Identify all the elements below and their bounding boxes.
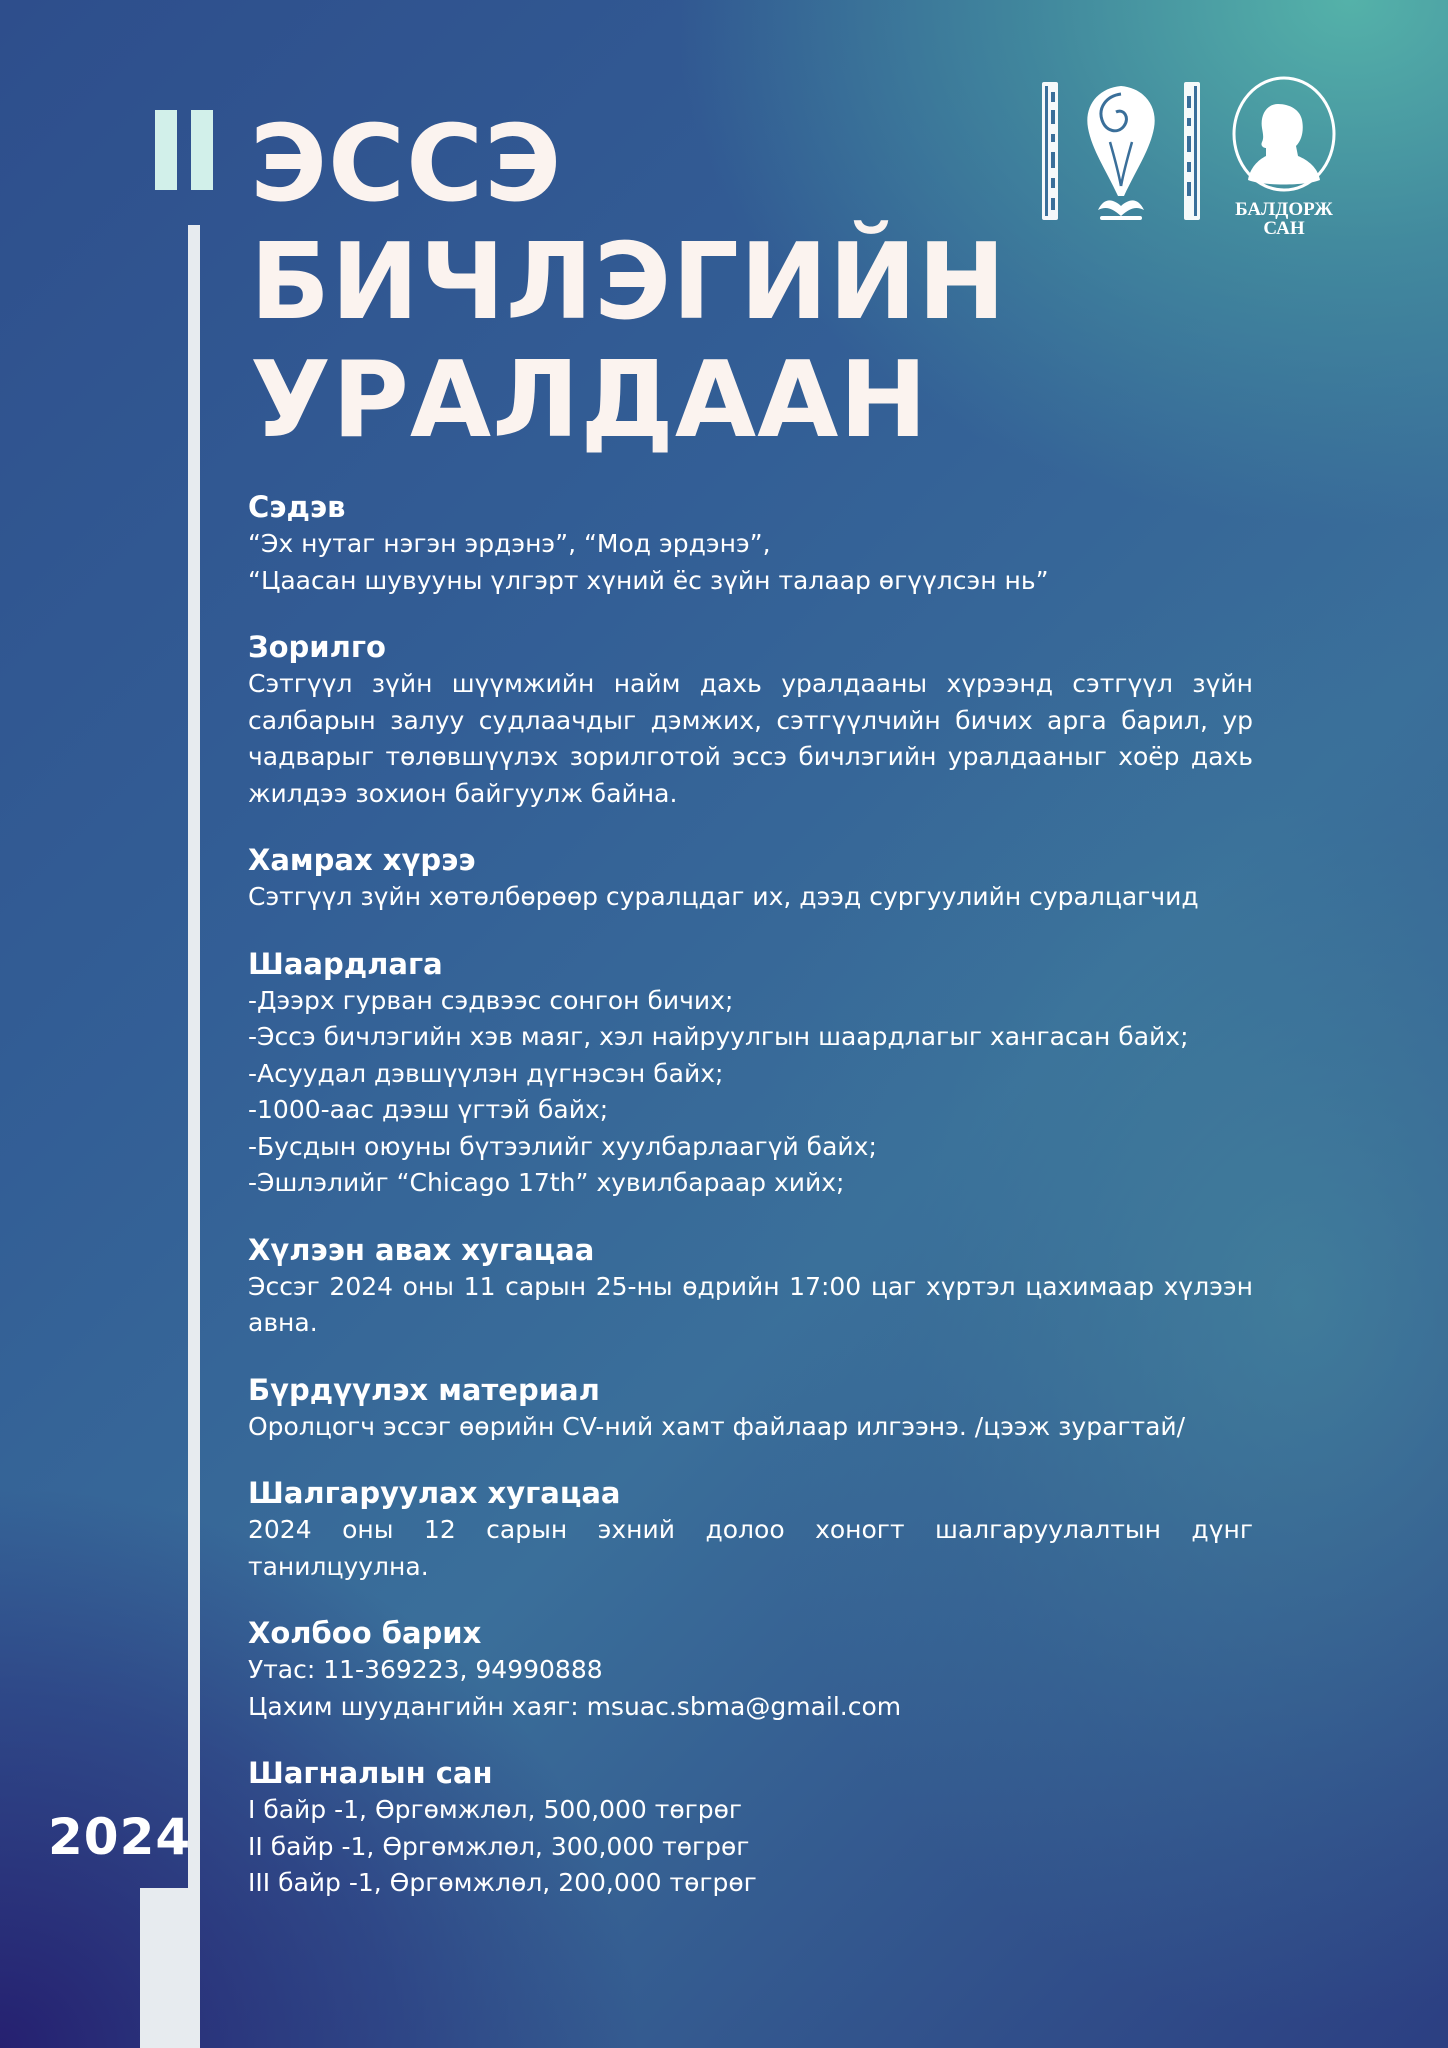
section-selection [248,1474,1253,1585]
vertical-divider-line [188,225,200,2048]
roman-numeral-two-mark [155,110,217,190]
requirement-item: -Эшлэлийг “Chicago 17th” хувилбараар хийх; [248,1168,845,1197]
section-heading: Шагналын сан [248,1756,493,1790]
prize-item: III байр -1, Өргөмжлөл, 200,000 төгрөг [248,1868,757,1897]
materials-text: Оролцогч эссэг өөрийн CV-ний хамт файлаар илгээнэ. /цээж зурагтай/ [248,1411,1186,1441]
section-requirements [248,945,1253,1202]
roman-stroke [191,110,213,190]
section-contact [248,1614,1253,1725]
section-heading: Зорилго [248,630,386,664]
topic-line: “Эх нутаг нэгэн эрдэнэ”, “Мод эрдэнэ”, [248,529,771,558]
section-prize [248,1754,1253,1902]
shell-emblem-icon [1040,78,1202,224]
requirement-item: -Асуудал дэвшүүлэн дүгнэсэн байх; [248,1058,724,1088]
section-heading: Шалгаруулах хугацаа [248,1476,621,1510]
requirement-item: -1000-аас дээш үгтэй байх; [248,1095,609,1124]
contact-phone: Утас: 11-369223, 94990888 [248,1655,603,1684]
prize-item: II байр -1, Өргөмжлөл, 300,000 төгрөг [248,1831,750,1861]
prize-item: I байр -1, Өргөмжлөл, 500,000 төгрөг [248,1795,743,1824]
poster-content [248,488,1253,1931]
year-label: 2024 [48,1808,192,1866]
section-scope [248,841,1253,916]
section-heading: Сэдэв [248,490,346,524]
section-materials [248,1371,1253,1446]
section-deadline [248,1231,1253,1342]
section-heading: Хамрах хүрээ [248,843,476,877]
section-topic [248,488,1253,599]
topic-line: “Цаасан шувууны үлгэрт хүний ёс зүйн талаар өгүүлсэн нь” [248,565,1049,595]
section-heading: Хүлээн авах хугацаа [248,1232,595,1267]
roman-stroke [155,110,177,190]
bottom-accent-block [140,1888,200,2048]
scope-text: Сэтгүүл зүйн хөтөлбөрөөр суралцдаг их, дээд сургуулийн суралцагчид [248,882,1199,911]
contact-email: Цахим шуудангийн хаяг: msuac.sbma@gmail.com [248,1691,902,1721]
logo-caption-line-2: САН [1263,218,1305,236]
selection-text: 2024 оны 12 сарын эхний долоо хоногт шалгаруулалтын дүнг танилцуулна. [248,1515,1253,1581]
title-line-3: УРАЛДААН [250,339,929,461]
requirement-item: -Бусдын оюуны бүтээлийг хуулбарлаагүй байх; [248,1131,877,1161]
goal-text: Сэтгүүл зүйн шүүмжийн найм дахь уралдааны хүрээнд сэтгүүл зүйн салбарын залуу судлаачдыг дэмжих, сэтгүүлчийн бичих арга барил, ур чадварыг төлөвшүүлэх зорилготой эссэ бичлэгийн уралдааныг хоёр дахь жилдээ зохион байгуулж байна. [248,669,1253,808]
section-heading: Бүрдүүлэх материал [248,1372,600,1407]
title-line-2: БИЧЛЭГИЙН [250,221,1007,343]
section-heading: Холбоо барих [248,1616,482,1650]
poster-title [250,105,1007,459]
deadline-text: Эссэг 2024 оны 11 сарын 25-ны өдрийн 17:00 цаг хүртэл цахимаар хүлээн авна. [248,1271,1253,1337]
title-line-1: ЭССЭ [250,103,563,225]
logo-caption-line-1: БАЛДОРЖ [1235,199,1333,220]
section-goal [248,628,1253,812]
portrait-medallion-icon [1218,76,1350,236]
requirement-item: -Эссэ бичлэгийн хэв маяг, хэл найруулгын шаардлагыг хангасан байх; [248,1022,1189,1051]
requirement-item: -Дээрх гурван сэдвээс сонгон бичих; [248,985,734,1015]
section-heading: Шаардлага [248,946,443,981]
